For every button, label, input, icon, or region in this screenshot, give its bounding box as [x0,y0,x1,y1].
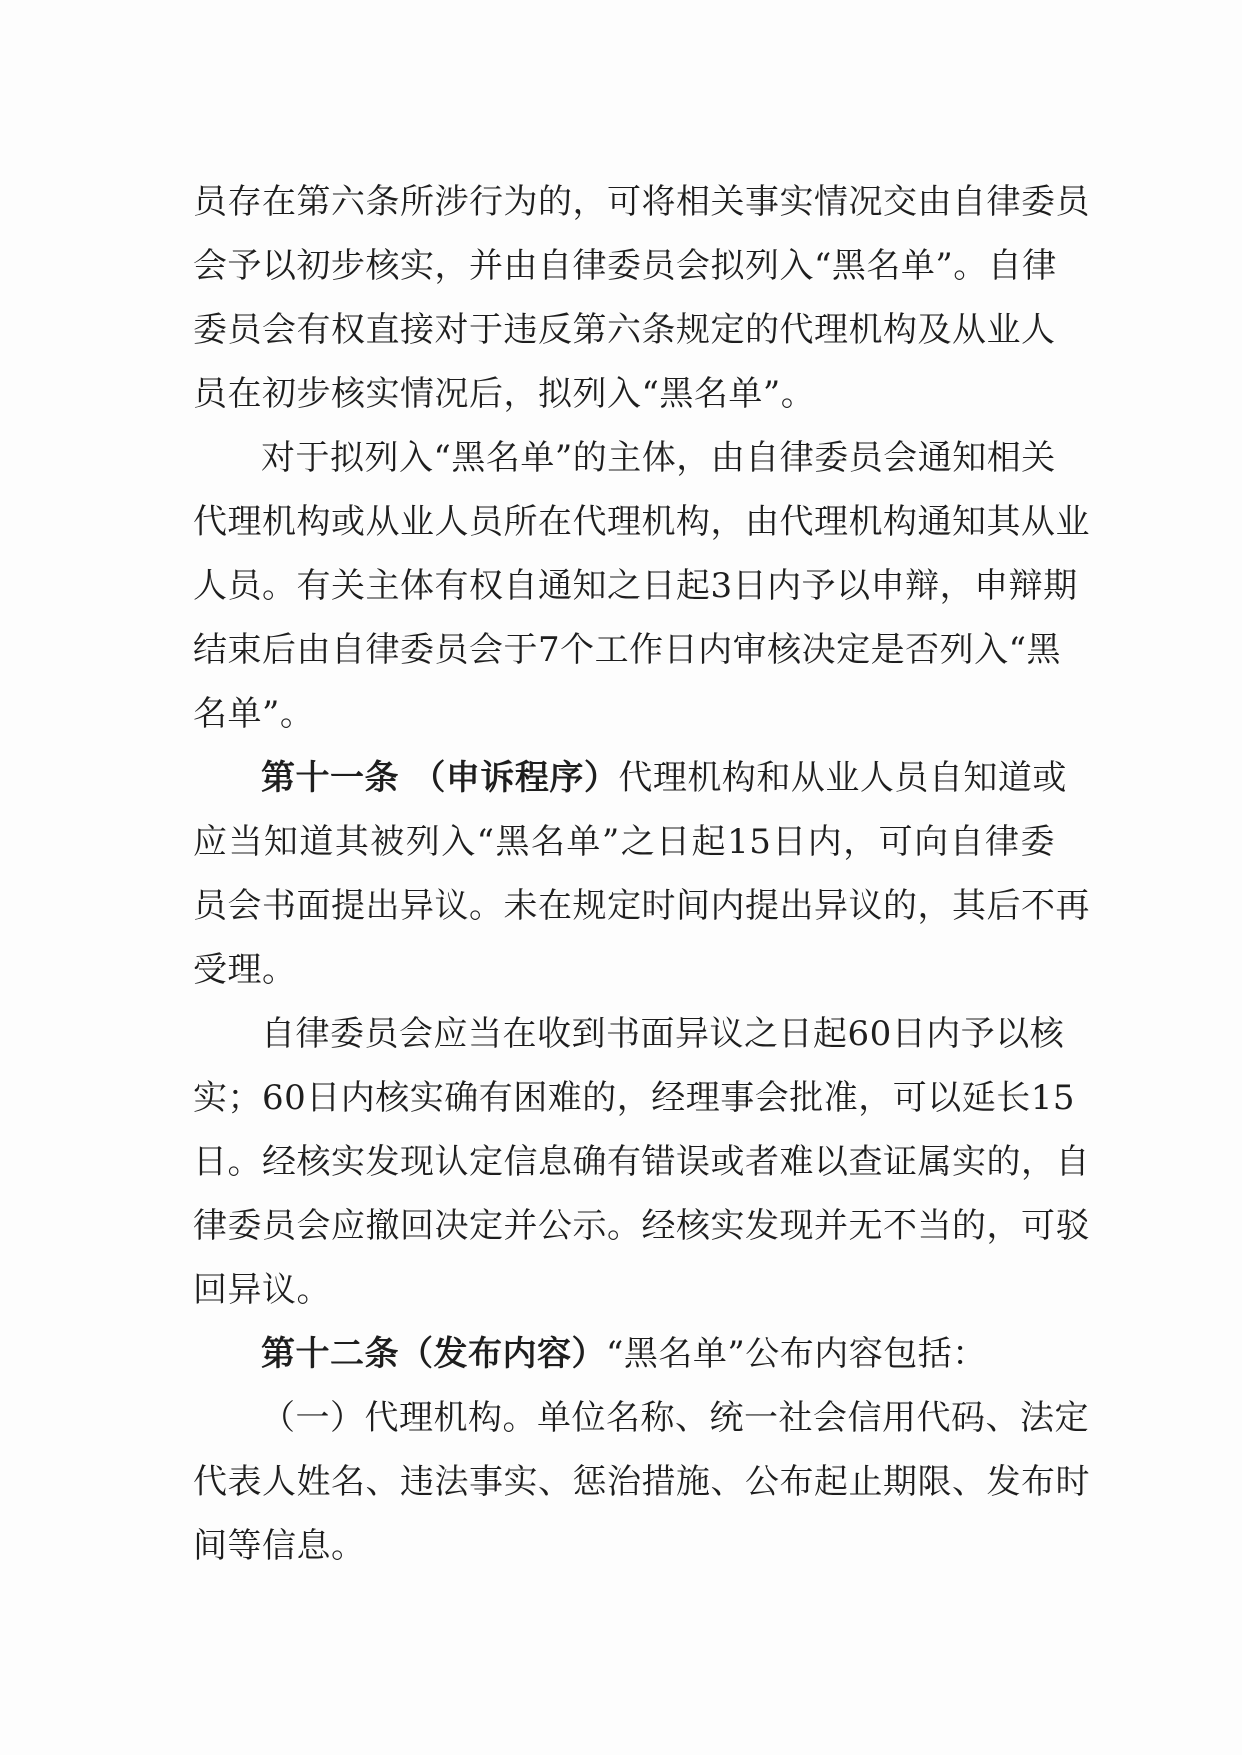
paragraph-line: 员会书面提出异议。未在规定时间内提出异议的，其后不再 [193,886,1090,926]
article-text: “黑名单”公布内容包括： [606,1334,987,1374]
paragraph-line: 间等信息。 [193,1526,366,1566]
paragraph-line: 律委员会应撤回决定并公示。经核实发现并无不当的，可驳 [193,1206,1090,1246]
article-12-line [193,1322,1055,1386]
paragraph-line: 名单”。 [193,694,315,734]
paragraph-line: 回异议。 [193,1270,331,1310]
paragraph-line: 应当知道其被列入“黑名单”之日起15日内，可向自律委 [193,822,1055,862]
article-heading: 第十二条（发布内容） [261,1334,606,1374]
article-11-line [193,746,1067,810]
paragraph-line: 日。经核实发现认定信息确有错误或者难以查证属实的，自 [193,1142,1090,1182]
paragraph-line: 自律委员会应当在收到书面异议之日起60日内予以核 [261,1014,1065,1054]
document-body [193,170,1090,1578]
paragraph-line: 对于拟列入“黑名单”的主体，由自律委员会通知相关 [261,438,1056,478]
paragraph-line: 人员。有关主体有权自通知之日起3日内予以申辩，申辩期 [193,566,1078,606]
paragraph-line: 员存在第六条所涉行为的，可将相关事实情况交由自律委员 [193,182,1090,222]
article-text: 代理机构和从业人员自知道或 [618,758,1067,798]
paragraph-line: 受理。 [193,950,297,990]
article-heading: 第十一条 （申诉程序） [261,758,619,798]
paragraph-line: （一）代理机构。单位名称、统一社会信用代码、法定 [261,1398,1089,1438]
paragraph-line: 会予以初步核实，并由自律委员会拟列入“黑名单”。自律 [193,246,1057,286]
paragraph-line: 代理机构或从业人员所在代理机构，由代理机构通知其从业 [193,502,1090,542]
paragraph-line: 结束后由自律委员会于7个工作日内审核决定是否列入“黑 [193,630,1062,670]
paragraph-line: 实；60日内核实确有困难的，经理事会批准，可以延长15 [193,1078,1076,1118]
paragraph-line: 员在初步核实情况后，拟列入“黑名单”。 [193,374,816,414]
paragraph-line: 代表人姓名、违法事实、惩治措施、公布起止期限、发布时 [193,1462,1090,1502]
paragraph-line: 委员会有权直接对于违反第六条规定的代理机构及从业人 [193,310,1056,350]
